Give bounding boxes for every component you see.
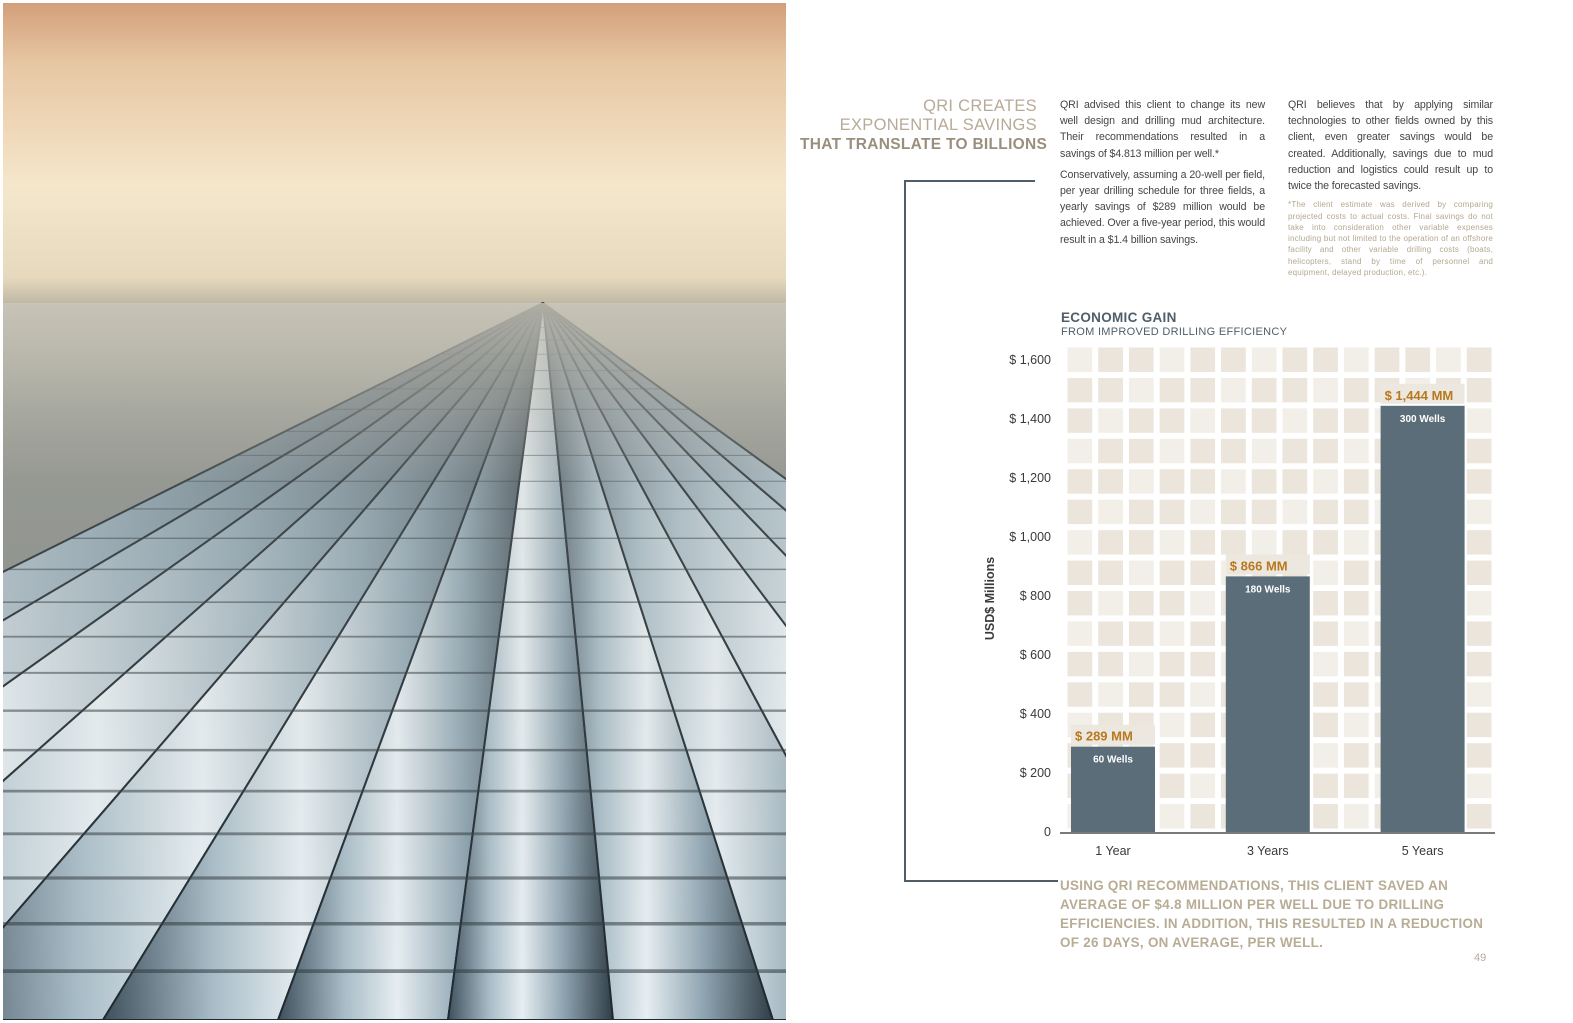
grid-tile (1098, 500, 1123, 524)
grid-tile (1313, 561, 1338, 585)
grid-tile (1344, 652, 1369, 676)
grid-tile (1129, 652, 1154, 676)
grid-tile (1313, 408, 1338, 432)
grid-tile (1467, 530, 1492, 554)
grid-tile (1467, 469, 1492, 493)
grid-tile (1313, 439, 1338, 463)
grid-tile (1313, 378, 1338, 402)
grid-tile (1068, 378, 1093, 402)
bracket-top-rule (904, 180, 1035, 182)
grid-tile (1098, 469, 1123, 493)
value-label: $ 866 MM (1229, 558, 1288, 574)
grid-tile (1252, 408, 1277, 432)
grid-tile (1129, 621, 1154, 645)
grid-tile (1190, 774, 1215, 798)
grid-tile (1098, 408, 1123, 432)
y-tick-label: $ 800 (1019, 588, 1051, 603)
grid-tile (1068, 408, 1093, 432)
grid-tile (1160, 561, 1185, 585)
grid-tile (1252, 348, 1277, 372)
grid-tile (1190, 652, 1215, 676)
body-paragraph: QRI advised this client to change its new well design and drilling mud architecture. Their recommendations resulted in a savings of $4.813 million per well.* (1060, 99, 1265, 160)
grid-tile (1344, 591, 1369, 615)
grid-tile (1467, 500, 1492, 524)
grid-tile (1467, 591, 1492, 615)
grid-tile (1068, 682, 1093, 706)
grid-tile (1098, 591, 1123, 615)
grid-tile (1160, 348, 1185, 372)
grid-tile (1283, 469, 1308, 493)
grid-tile (1098, 682, 1123, 706)
bar (1226, 576, 1310, 832)
page-number: 49 (1474, 952, 1487, 964)
grid-tile (1283, 348, 1308, 372)
grid-tile (1344, 469, 1369, 493)
heading-line-1: QRI CREATES (923, 97, 1037, 115)
grid-tile (1221, 469, 1246, 493)
grid-tile (1129, 530, 1154, 554)
grid-tile (1221, 378, 1246, 402)
grid-tile (1129, 591, 1154, 615)
grid-tile (1160, 530, 1185, 554)
grid-tile (1313, 348, 1338, 372)
grid-tile (1068, 561, 1093, 585)
body-column-1 (1060, 97, 1265, 253)
callout-line: USING QRI RECOMMENDATIONS, THIS CLIENT SAVED AN (1060, 878, 1449, 893)
grid-tile (1221, 408, 1246, 432)
grid-tile (1098, 561, 1123, 585)
grid-tile (1313, 713, 1338, 737)
chart-subtitle: FROM IMPROVED DRILLING EFFICIENCY (1061, 326, 1288, 338)
grid-tile (1344, 713, 1369, 737)
body-paragraph: QRI believes that by applying similar technologies to other fields owned by this client, even greater savings would be created. Additionally, savings due to mud reduction and logistics could result up to twice the forecasted savings. (1288, 99, 1493, 193)
grid-tile (1160, 621, 1185, 645)
x-tick-label: 1 Year (1095, 844, 1131, 858)
grid-tile (1160, 408, 1185, 432)
y-tick-label: $ 1,000 (1009, 529, 1051, 544)
value-label: $ 1,444 MM (1384, 387, 1454, 403)
grid-tile (1098, 621, 1123, 645)
grid-tile (1160, 804, 1185, 828)
grid-tile (1313, 652, 1338, 676)
grid-tile (1221, 530, 1246, 554)
grid-tile (1190, 591, 1215, 615)
grid-tile (1467, 804, 1492, 828)
y-tick-label: $ 1,600 (1009, 352, 1051, 367)
grid-tile (1467, 348, 1492, 372)
grid-tile (1252, 530, 1277, 554)
grid-tile (1313, 804, 1338, 828)
grid-tile (1344, 500, 1369, 524)
y-tick-label: $ 1,200 (1009, 470, 1051, 485)
grid-tile (1160, 652, 1185, 676)
grid-tile (1283, 530, 1308, 554)
grid-tile (1068, 652, 1093, 676)
grid-tile (1252, 469, 1277, 493)
grid-tile (1190, 469, 1215, 493)
grid-tile (1129, 561, 1154, 585)
grid-tile (1098, 378, 1123, 402)
grid-tile (1283, 439, 1308, 463)
heading-line-3: THAT TRANSLATE TO BILLIONS (800, 136, 1048, 153)
callout-line: OF 26 DAYS, ON AVERAGE, PER WELL. (1060, 935, 1324, 950)
grid-tile (1190, 500, 1215, 524)
grid-tile (1129, 378, 1154, 402)
bracket-bottom-rule (904, 880, 1058, 882)
grid-tile (1129, 439, 1154, 463)
grid-tile (1344, 774, 1369, 798)
grid-tile (1313, 682, 1338, 706)
callout-text (1060, 876, 1500, 952)
footnote: *The client estimate was derived by comparing projected costs to actual costs. Final savings do not take into consideration other variable expenses including but not limited to the operation of an offshore facility and other variable drilling costs (boats, helicopters, stand by time of personnel and equipment, delayed production, etc.). (1288, 200, 1493, 277)
grid-tile (1313, 469, 1338, 493)
y-tick-label: $ 600 (1019, 647, 1051, 662)
grid-tile (1252, 439, 1277, 463)
body-column-2 (1288, 97, 1493, 283)
grid-tile (1436, 348, 1461, 372)
grid-tile (1344, 682, 1369, 706)
grid-tile (1313, 500, 1338, 524)
bar-label: 180 Wells (1245, 584, 1291, 596)
grid-tile (1068, 621, 1093, 645)
grid-tile (1129, 500, 1154, 524)
grid-tile (1129, 408, 1154, 432)
grid-tile (1467, 561, 1492, 585)
grid-tile (1160, 378, 1185, 402)
grid-tile (1467, 713, 1492, 737)
callout-line: AVERAGE OF $4.8 MILLION PER WELL DUE TO DRILLING (1060, 897, 1445, 912)
grid-tile (1467, 378, 1492, 402)
grid-tile (1221, 348, 1246, 372)
grid-tile (1068, 469, 1093, 493)
grid-tile (1160, 743, 1185, 767)
grid-tile (1190, 743, 1215, 767)
body-paragraph: Conservatively, assuming a 20-well per field, per year drilling schedule for three fields, a yearly savings of $289 million would be achieved. Over a five-year period, this would result in a $1.4 billion savings. (1060, 168, 1265, 246)
grid-tile (1313, 743, 1338, 767)
grid-tile (1467, 652, 1492, 676)
grid-tile (1344, 621, 1369, 645)
grid-tile (1160, 713, 1185, 737)
grid-tile (1344, 804, 1369, 828)
grid-tile (1068, 591, 1093, 615)
grid-tile (1467, 682, 1492, 706)
grid-tile (1190, 804, 1215, 828)
grid-tile (1344, 530, 1369, 554)
grid-tile (1190, 682, 1215, 706)
grid-tile (1344, 561, 1369, 585)
grid-tile (1252, 500, 1277, 524)
grid-tile (1190, 530, 1215, 554)
y-tick-label: $ 400 (1019, 706, 1051, 721)
grid-tile (1068, 348, 1093, 372)
grid-tile (1190, 621, 1215, 645)
grid-tile (1283, 408, 1308, 432)
callout-line: EFFICIENCIES. IN ADDITION, THIS RESULTED IN A REDUCTION (1060, 916, 1484, 931)
grid-tile (1098, 652, 1123, 676)
grid-tile (1160, 469, 1185, 493)
grid-tile (1190, 348, 1215, 372)
grid-tile (1098, 439, 1123, 463)
x-tick-label: 3 Years (1246, 844, 1289, 858)
grid-tile (1068, 530, 1093, 554)
grid-tile (1283, 500, 1308, 524)
grid-tile (1344, 378, 1369, 402)
grid-tile (1313, 530, 1338, 554)
bar-label: 60 Wells (1093, 754, 1133, 766)
y-tick-label: $ 200 (1019, 765, 1051, 780)
grid-tile (1375, 348, 1400, 372)
grid-tile (1129, 682, 1154, 706)
grid-tile (1344, 348, 1369, 372)
x-tick-label: 5 Years (1401, 844, 1444, 858)
grid-tile (1068, 500, 1093, 524)
grid-tile (1344, 439, 1369, 463)
pipes-photo (3, 3, 786, 1020)
section-heading (800, 97, 1048, 154)
grid-tile (1129, 348, 1154, 372)
grid-tile (1313, 621, 1338, 645)
grid-tile (1160, 500, 1185, 524)
grid-tile (1129, 469, 1154, 493)
grid-tile (1467, 439, 1492, 463)
grid-tile (1098, 348, 1123, 372)
bar-label: 300 Wells (1399, 413, 1446, 425)
grid-tile (1190, 408, 1215, 432)
grid-tile (1313, 591, 1338, 615)
grid-tile (1344, 743, 1369, 767)
grid-tile (1467, 621, 1492, 645)
y-tick-label: $ 1,400 (1009, 411, 1051, 426)
grid-tile (1313, 774, 1338, 798)
value-label: $ 289 MM (1075, 728, 1133, 744)
y-tick-label: 0 (1044, 825, 1051, 839)
grid-tile (1160, 591, 1185, 615)
grid-tile (1405, 348, 1430, 372)
grid-tile (1467, 774, 1492, 798)
grid-tile (1098, 530, 1123, 554)
grid-tile (1190, 561, 1215, 585)
grid-tile (1467, 408, 1492, 432)
heading-line-2: EXPONENTIAL SAVINGS (839, 116, 1037, 134)
y-axis-label: USD$ Millions (983, 556, 997, 641)
grid-tile (1160, 682, 1185, 706)
grid-tile (1283, 378, 1308, 402)
grid-tile (1344, 408, 1369, 432)
bracket-side-rule (904, 180, 906, 882)
grid-tile (1467, 743, 1492, 767)
grid-tile (1068, 439, 1093, 463)
grid-tile (1190, 439, 1215, 463)
grid-tile (1221, 500, 1246, 524)
grid-tile (1190, 713, 1215, 737)
chart-title: ECONOMIC GAIN (1061, 310, 1177, 325)
grid-tile (1190, 378, 1215, 402)
grid-tile (1160, 774, 1185, 798)
grid-tile (1160, 439, 1185, 463)
grid-tile (1221, 439, 1246, 463)
grid-tile (1252, 378, 1277, 402)
bar (1381, 406, 1465, 832)
economic-gain-chart (970, 340, 1510, 875)
